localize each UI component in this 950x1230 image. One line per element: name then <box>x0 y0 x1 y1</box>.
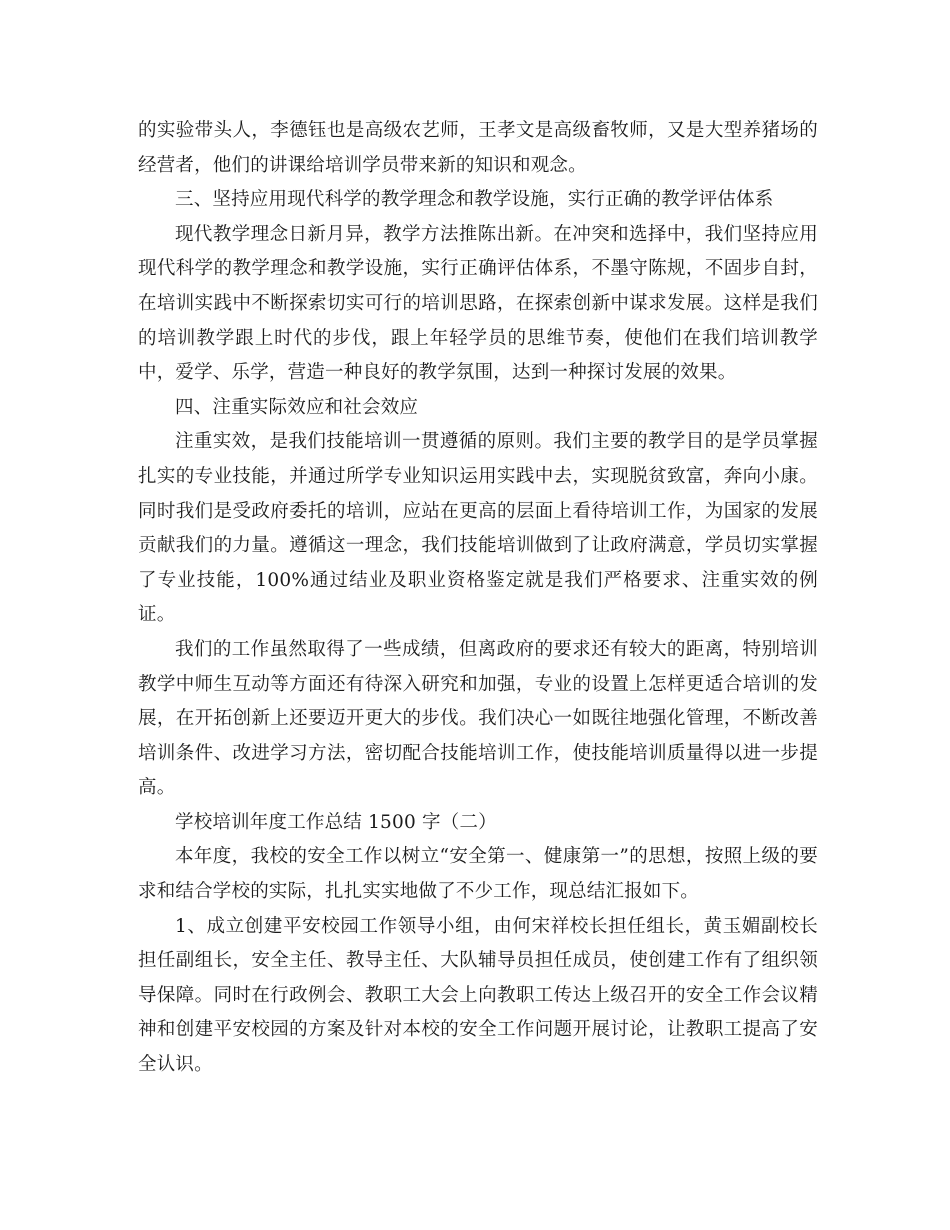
document-subtitle: 学校培训年度工作总结 1500 字（二） <box>175 811 497 833</box>
paragraph-5: 注重实效，是我们技能培训一贯遵循的原则。我们主要的教学目的是学员掌握扎实的专业技能，并通过所学专业知识运用实践中去，实现脱贫致富，奔向小康。同时我们是受政府委托的培训，应站在更高的层面上看待培训工作，为国家的发展贡献我们的力量。遵循这一理念，我们技能培训做到了让政府满意，学员切实掌握了专业技能，100%通过结业及职业资格鉴定就是我们严格要求、注重实效的例证。 <box>138 431 818 626</box>
document-body <box>138 114 818 1083</box>
paragraph-8: 本年度，我校的安全工作以树立“安全第一、健康第一”的思想，按照上级的要求和结合学校的实际，扎扎实实地做了不少工作，现总结汇报如下。 <box>138 846 818 903</box>
paragraph-9: 1、成立创建平安校园工作领导小组，由何宋祥校长担任组长，黄玉媚副校长担任副组长，安全主任、教导主任、大队辅导员担任成员，使创建工作有了组织领导保障。同时在行政例会、教职工大会上向教职工传达上级召开的安全工作会议精神和创建平安校园的方案及针对本校的安全工作问题开展讨论，让教职工提高了安全认识。 <box>138 915 818 1076</box>
section-heading-3: 三、坚持应用现代科学的教学理念和教学设施，实行正确的教学评估体系 <box>175 189 774 211</box>
paragraph-3: 现代教学理念日新月异，教学方法推陈出新。在冲突和选择中，我们坚持应用现代科学的教学理念和教学设施，实行正确评估体系，不墨守陈规，不固步自封，在培训实践中不断探索切实可行的培训思路，在探索创新中谋求发展。这样是我们的培训教学跟上时代的步伐，跟上年轻学员的思维节奏，使他们在我们培训教学中，爱学、乐学，营造一种良好的教学氛围，达到一种探讨发展的效果。 <box>138 223 818 384</box>
paragraph-6: 我们的工作虽然取得了一些成绩，但离政府的要求还有较大的距离，特别培训教学中师生互动等方面还有待深入研究和加强，专业的设置上怎样更适合培训的发展，在开拓创新上还要迈开更大的步伐。我们决心一如既往地强化管理，不断改善培训条件、改进学习方法，密切配合技能培训工作，使技能培训质量得以进一步提高。 <box>138 638 818 799</box>
section-heading-4: 四、注重实际效应和社会效应 <box>175 396 419 418</box>
paragraph-1: 的实验带头人，李德钰也是高级农艺师，王孝文是高级畜牧师，又是大型养猪场的经营者，他们的讲课给培训学员带来新的知识和观念。 <box>138 120 818 176</box>
